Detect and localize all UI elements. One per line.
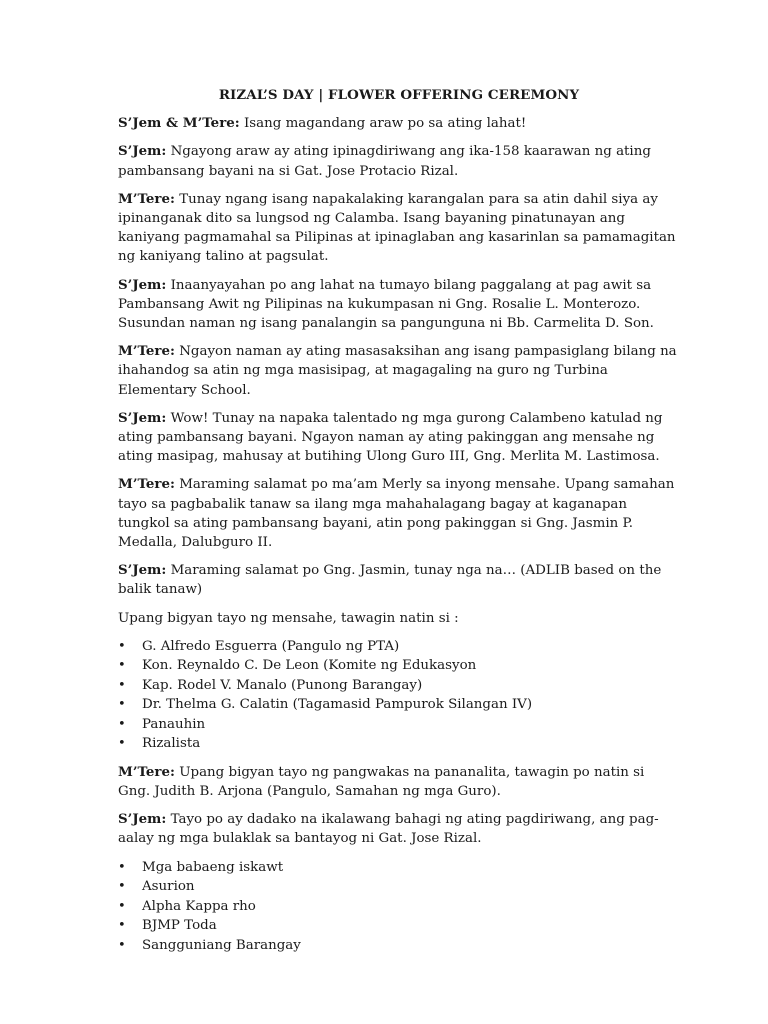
line-text: Tayo po ay dadako na ikalawang bahagi ng ating pagdiriwang, ang pag-aalay ng mga bulaklak sa bantayog ni Gat. Jose Rizal.	[118, 812, 659, 847]
line-text: Isang magandang araw po sa ating lahat!	[239, 116, 527, 132]
speaker-label: S’Jem:	[118, 409, 167, 426]
speakers-list	[118, 637, 680, 754]
speaker-label: M’Tere:	[118, 476, 175, 493]
line-text: Wow! Tunay na napaka talentado ng mga gurong Calambeno katulad ng ating pambansang bayani. Ngayon naman ay ating pakinggan ang mensahe ng ating masipag, mahusay at butihing Ulong Guro III, Gng. Merlita M. Lastimosa.	[118, 410, 663, 465]
speaker-label: M’Tere:	[118, 343, 175, 360]
document-title: RIZAL’S DAY | FLOWER OFFERING CEREMONY	[218, 87, 580, 103]
speaker-label: S’Jem:	[118, 811, 167, 828]
script-line	[118, 475, 680, 552]
script-line	[118, 561, 680, 599]
list-item: • Kap. Rodel V. Manalo (Punong Barangay)	[118, 676, 680, 696]
line-text: Ngayon naman ay ating masasaksihan ang isang pampasiglang bilang na ihahandog sa atin ng mga masisipag, at magagaling na guro ng Turbina Elementary School.	[118, 344, 677, 398]
script-line	[118, 190, 680, 267]
speaker-label: S’Jem & M’Tere:	[118, 115, 240, 132]
line-text: Inaanyayahan po ang lahat na tumayo bilang paggalang at pag awit sa Pambansang Awit ng Pilipinas na kukumpasan ni Gng. Rosalie L. Monterozo. Susundan naman ng isang panalangin sa pangunguna ni Bb. Carmelita D. Son.	[118, 277, 654, 332]
line-text: Maraming salamat po Gng. Jasmin, tunay nga na… (ADLIB based on the balik tanaw)	[118, 563, 662, 598]
speaker-label: M’Tere:	[118, 763, 175, 780]
speaker-label: S’Jem:	[118, 143, 167, 160]
list-item: • Mga babaeng iskawt	[118, 858, 680, 878]
list-item: • Dr. Thelma G. Calatin (Tagamasid Pampurok Silangan IV)	[118, 695, 680, 715]
script-line	[118, 142, 680, 180]
script-line	[118, 276, 680, 334]
list-item: • Asurion	[118, 877, 680, 897]
speaker-label: S’Jem:	[118, 276, 167, 293]
list-item: • Alpha Kappa rho	[118, 897, 680, 917]
list-item: • BJMP Toda	[118, 916, 680, 936]
line-text: Tunay ngang isang napakalaking karangalan para sa atin dahil siya ay ipinanganak dito sa lungsod ng Calamba. Isang bayaning pinatunayan ang kaniyang pagmamahal sa Pilipinas at ipinaglaban ang kasarinlan sa pamamagitan ng kaniyang talino at pagsulat.	[118, 191, 676, 265]
script-line	[118, 810, 680, 848]
list-item: • Kon. Reynaldo C. De Leon (Komite ng Edukasyon	[118, 656, 680, 676]
script-line	[118, 342, 680, 400]
speaker-label: M’Tere:	[118, 190, 175, 207]
line-text: Maraming salamat po ma’am Merly sa inyong mensahe. Upang samahan tayo sa pagbabalik tanaw sa ilang mga mahahalagang bagay at kaganapan tungkol sa ating pambansang bayani, atin pong pakinggan si Gng. Jasmin P. Medalla, Dalubguro II.	[118, 477, 675, 551]
list-item: • G. Alfredo Esguerra (Pangulo ng PTA)	[118, 637, 680, 657]
script-line	[118, 763, 680, 801]
script-line	[118, 409, 680, 467]
line-text: Ngayong araw ay ating ipinagdiriwang ang ika-158 kaarawan ng ating pambansang bayani na si Gat. Jose Protacio Rizal.	[118, 144, 651, 179]
offering-list	[118, 858, 680, 956]
speaker-label: S’Jem:	[118, 562, 167, 579]
list-item: • Rizalista	[118, 734, 680, 754]
document-page	[118, 86, 680, 964]
intro-line: Upang bigyan tayo ng mensahe, tawagin natin si :	[118, 610, 459, 626]
list-item: • Sangguniang Barangay	[118, 936, 680, 956]
line-text: Upang bigyan tayo ng pangwakas na pananalita, tawagin po natin si Gng. Judith B. Arjona (Pangulo, Samahan ng mga Guro).	[118, 764, 645, 800]
list-item: • Panauhin	[118, 715, 680, 735]
script-line	[118, 114, 680, 133]
